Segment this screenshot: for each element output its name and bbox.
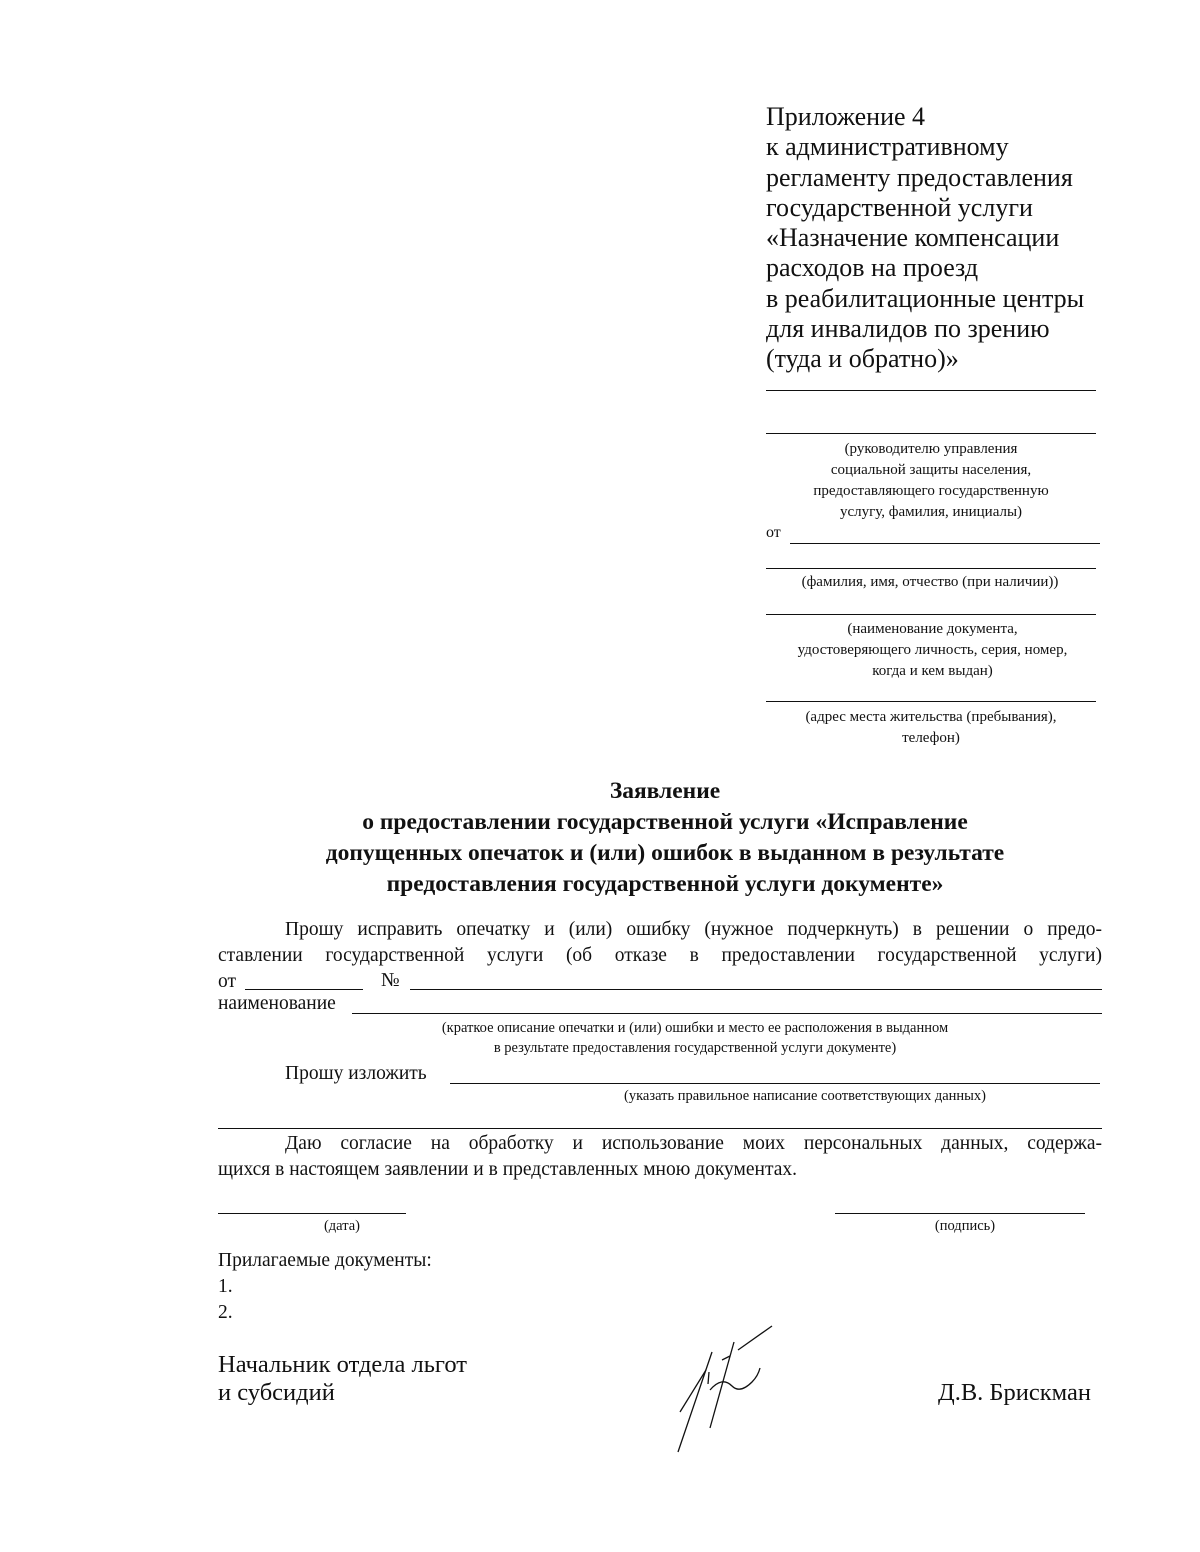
recipient-address-line[interactable]: [766, 701, 1096, 702]
recipient-name-line[interactable]: [766, 568, 1096, 569]
consent-text-line-2: щихся в настоящем заявлении и в представленных мною документах.: [218, 1159, 798, 1180]
appendix-line: Приложение 4: [766, 102, 926, 131]
attachments-label: Прилагаемые документы:: [218, 1250, 432, 1271]
decision-from-label: от: [218, 971, 237, 992]
date-caption: (дата): [323, 1218, 361, 1234]
attachment-item: 1.: [218, 1276, 233, 1297]
handwritten-signature: [660, 1320, 790, 1460]
recipient-address-caption: (адрес места жительства (пребывания), телефон): [805, 709, 1057, 746]
name-line[interactable]: [352, 1013, 1102, 1014]
recipient-blank-line-2[interactable]: [766, 433, 1096, 434]
title-line: Заявление: [609, 778, 721, 804]
recipient-from-line[interactable]: [790, 543, 1100, 544]
appendix-line: регламенту предоставления: [766, 162, 1073, 192]
state-label: Прошу изложить: [285, 1063, 427, 1084]
state-line[interactable]: [450, 1083, 1100, 1084]
title-line: предоставления государственной услуги документе»: [386, 871, 944, 897]
recipient-name-caption: (фамилия, имя, отчество (при наличии)): [801, 574, 1059, 590]
title-line: допущенных опечаток и (или) ошибок в выданном в результате: [325, 840, 1005, 866]
appendix-block: [766, 102, 1166, 375]
appendix-line: расходов на проезд: [766, 253, 979, 283]
appendix-line: (туда и обратно)»: [766, 344, 959, 374]
name-caption: (краткое описание опечатки и (или) ошибки и место ее расположения в выданном в результате предоставления государственной услуги документе): [441, 1020, 949, 1056]
recipient-doc-line[interactable]: [766, 614, 1096, 615]
request-text-line-2: ставлении государственной услуги (об отказе в предоставлении государственной услуги): [218, 945, 1102, 966]
decision-number-line[interactable]: [410, 989, 1102, 990]
decision-date-line[interactable]: [245, 989, 363, 990]
recipient-doc-caption: (наименование документа, удостоверяющего личность, серия, номер, когда и кем выдан): [797, 621, 1068, 679]
decision-number-label: №: [381, 970, 400, 991]
date-line[interactable]: [218, 1213, 406, 1214]
title-line: о предоставлении государственной услуги «Исправление: [362, 809, 968, 835]
state-continuation-line[interactable]: [218, 1128, 1102, 1129]
attachment-item: 2.: [218, 1302, 233, 1323]
document-title: [200, 776, 1130, 900]
position-line-1: Начальник отдела льгот: [218, 1351, 467, 1378]
state-caption: (указать правильное написание соответствующих данных): [624, 1088, 986, 1104]
appendix-line: «Назначение компенсации: [766, 223, 1060, 253]
appendix-line: в реабилитационные центры: [766, 283, 1085, 313]
consent-text-line-1: Даю согласие на обработку и использование моих персональных данных, содержа-: [285, 1133, 1102, 1154]
appendix-line: государственной услуги: [766, 192, 1033, 222]
appendix-line: к административному: [766, 132, 1009, 162]
name-label: наименование: [218, 993, 336, 1014]
appendix-line: для инвалидов по зрению: [766, 314, 1050, 344]
position-line-2: и субсидий: [218, 1379, 335, 1406]
recipient-blank-line-1[interactable]: [766, 390, 1096, 391]
signature-caption: (подпись): [934, 1218, 996, 1234]
signer-name: Д.В. Брискман: [938, 1379, 1091, 1406]
request-text-line-1: Прошу исправить опечатку и (или) ошибку (нужное подчеркнуть) в решении о предо-: [285, 919, 1102, 940]
recipient-from-label: от: [766, 524, 781, 541]
recipient-head-caption: (руководителю управления социальной защиты населения, предоставляющего государственную услугу, фамилия, инициалы): [813, 441, 1049, 520]
signature-line[interactable]: [835, 1213, 1085, 1214]
